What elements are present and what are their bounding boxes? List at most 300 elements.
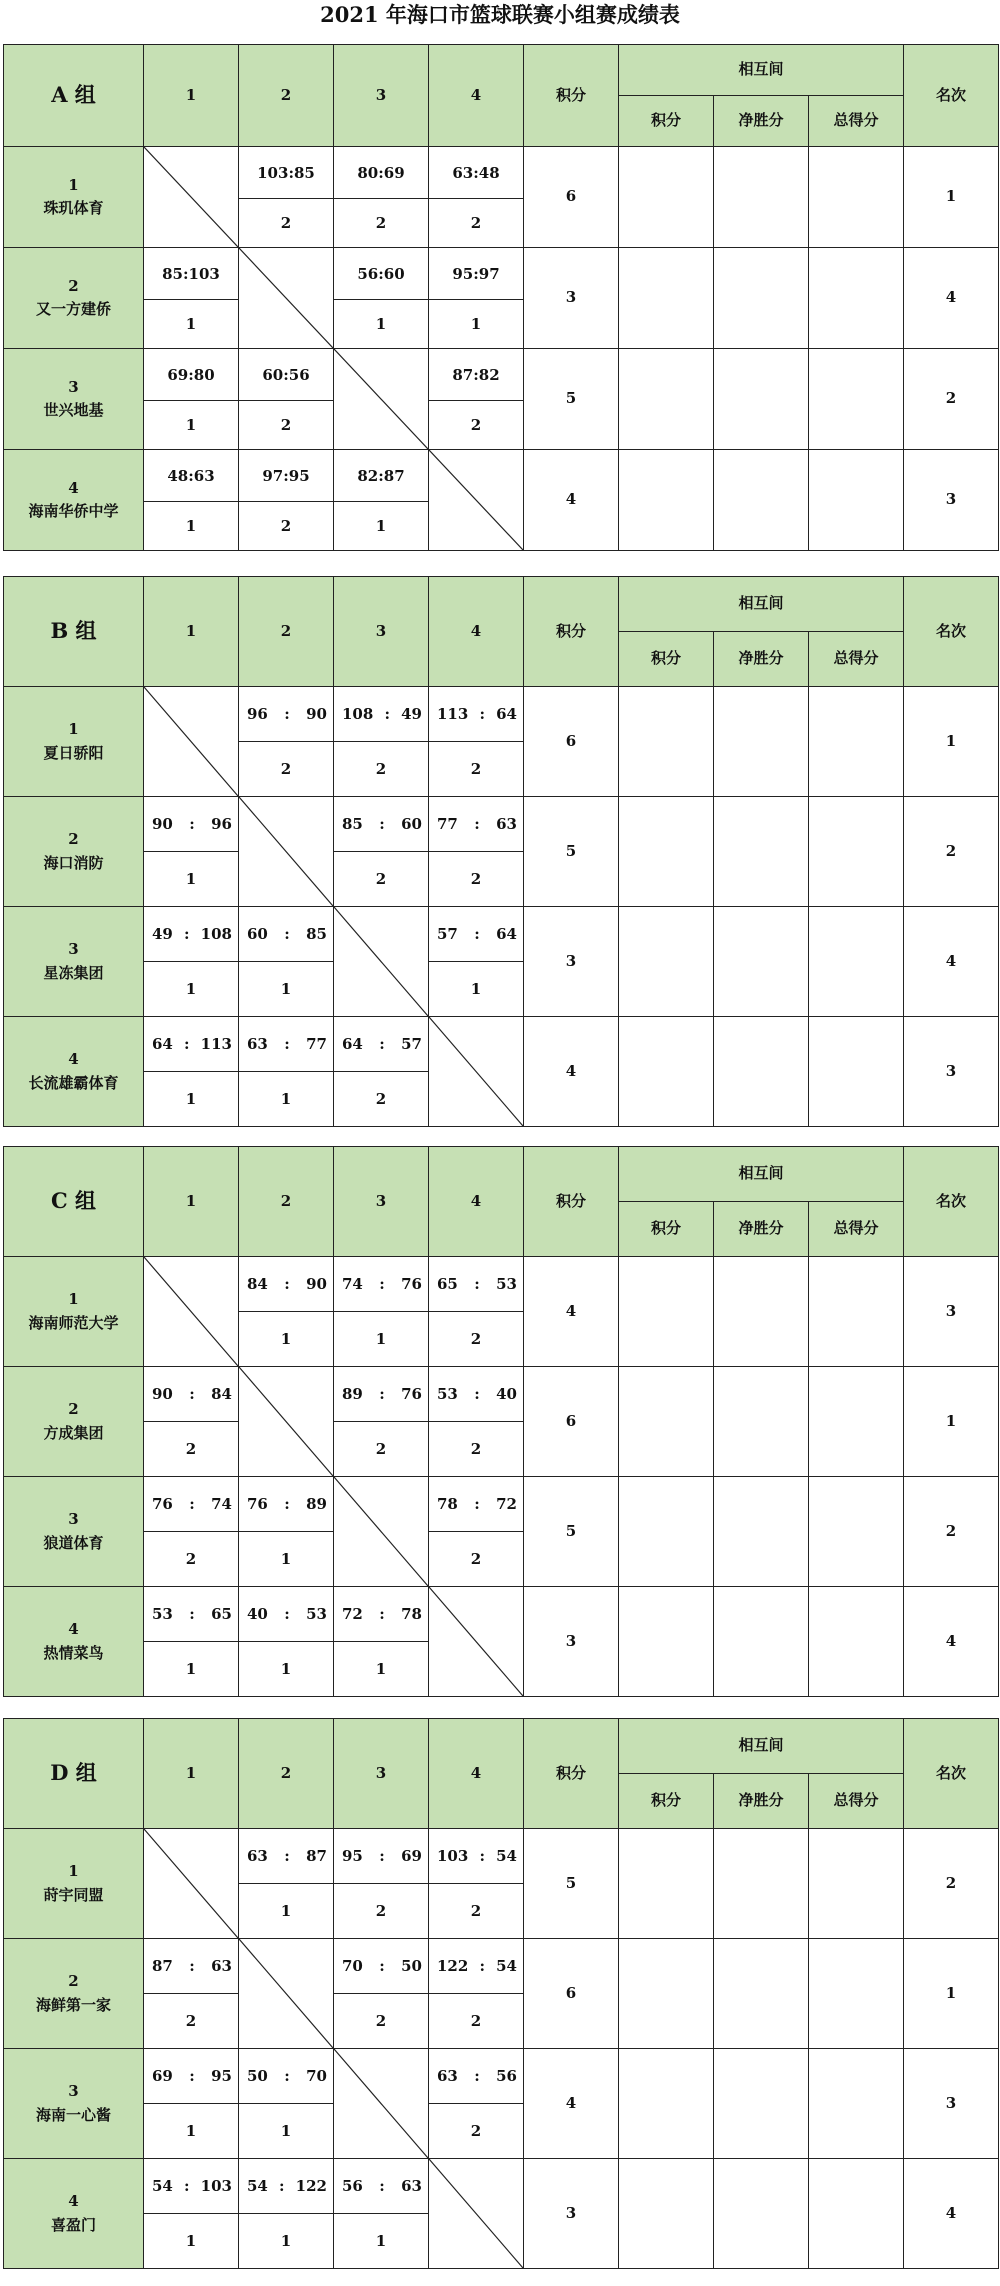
score-away: 89 xyxy=(306,1495,327,1513)
score-separator: : xyxy=(284,1847,290,1865)
score-separator: : xyxy=(283,466,289,485)
head-to-head-cell xyxy=(618,1016,714,1127)
score-away: 85 xyxy=(306,925,327,943)
subheader-text: 积分 xyxy=(650,111,681,130)
match-score xyxy=(143,1938,239,1994)
match-score xyxy=(143,1586,239,1642)
match-points-value: 2 xyxy=(375,870,387,888)
head-to-head-cell xyxy=(808,1366,904,1477)
match-score xyxy=(238,1828,334,1884)
score-separator: : xyxy=(379,1847,385,1865)
score-home: 56 xyxy=(342,2177,363,2195)
head-to-head-cell xyxy=(618,2158,714,2269)
head-to-head-cell xyxy=(713,1476,809,1587)
team-name: 海南华侨中学 xyxy=(28,502,119,520)
column-header-text: 2 xyxy=(280,1191,292,1210)
head-to-head-cell xyxy=(713,146,809,248)
head-to-head-subheader-net xyxy=(713,95,809,147)
match-points xyxy=(428,198,524,248)
head-to-head-subheader-points xyxy=(618,631,714,687)
team-number: 4 xyxy=(68,478,79,497)
score-separator: : xyxy=(479,705,485,723)
match-score xyxy=(238,906,334,962)
match-score xyxy=(428,686,524,742)
team-cell xyxy=(3,348,144,450)
rank-value: 2 xyxy=(945,1873,957,1892)
rank-value: 1 xyxy=(945,731,957,750)
column-header-text: 3 xyxy=(375,85,387,104)
head-to-head-subheader-points xyxy=(618,1201,714,1257)
rank-value: 3 xyxy=(945,1301,957,1320)
match-points-value: 1 xyxy=(280,1660,292,1678)
points-value: 3 xyxy=(565,1631,577,1650)
match-points xyxy=(238,501,334,551)
score-home: 74 xyxy=(342,1275,363,1293)
team-name: 世兴地基 xyxy=(43,401,104,419)
score-away: 103 xyxy=(188,264,220,283)
score-home: 72 xyxy=(342,1605,363,1623)
score-home: 87 xyxy=(452,365,474,384)
score-home: 87 xyxy=(152,1957,173,1975)
match-score xyxy=(143,1476,239,1532)
diagonal-cell xyxy=(238,796,334,907)
match-score xyxy=(333,1938,429,1994)
score-away: 85 xyxy=(293,163,315,182)
points-value: 4 xyxy=(565,490,577,509)
rank-header xyxy=(903,576,999,687)
points-value: 3 xyxy=(565,2203,577,2222)
match-points xyxy=(428,1421,524,1477)
diagonal-cell xyxy=(428,449,524,551)
score-home: 64 xyxy=(342,1035,363,1053)
head-to-head-cell xyxy=(808,2158,904,2269)
match-points xyxy=(333,1641,429,1697)
team-cell xyxy=(3,796,144,907)
points-cell xyxy=(523,449,619,551)
head-to-head-cell xyxy=(808,906,904,1017)
head-to-head-cell xyxy=(808,1476,904,1587)
group-label-text: A 组 xyxy=(51,82,96,108)
match-score xyxy=(333,1586,429,1642)
match-points xyxy=(333,2213,429,2269)
points-header xyxy=(523,576,619,687)
score-home: 96 xyxy=(247,705,268,723)
team-cell xyxy=(3,1476,144,1587)
rank-value: 1 xyxy=(945,1411,957,1430)
points-value: 3 xyxy=(565,288,577,307)
points-value: 3 xyxy=(565,951,577,970)
match-points-value: 2 xyxy=(375,214,387,232)
rank-header-text: 名次 xyxy=(935,1763,966,1782)
match-score xyxy=(428,796,524,852)
column-header-1 xyxy=(143,44,239,147)
score-separator: : xyxy=(189,1385,195,1403)
rank-value: 3 xyxy=(945,490,957,509)
match-points-value: 2 xyxy=(280,416,292,434)
match-points-value: 2 xyxy=(470,870,482,888)
score-separator: : xyxy=(283,365,289,384)
team-number: 1 xyxy=(68,1862,79,1881)
score-home: 103 xyxy=(257,163,289,182)
rank-cell xyxy=(903,1476,999,1587)
score-separator: : xyxy=(189,815,195,833)
score-home: 95 xyxy=(452,264,474,283)
score-away: 113 xyxy=(200,1035,232,1053)
match-score xyxy=(333,1366,429,1422)
score-home: 69 xyxy=(167,365,189,384)
score-separator: : xyxy=(474,925,480,943)
points-value: 5 xyxy=(565,389,577,408)
points-header xyxy=(523,44,619,147)
points-cell xyxy=(523,247,619,349)
rank-header-text: 名次 xyxy=(935,1191,966,1210)
score-away: 53 xyxy=(306,1605,327,1623)
rank-value: 4 xyxy=(945,951,957,970)
match-points xyxy=(238,2213,334,2269)
head-to-head-subheader-points xyxy=(618,1773,714,1829)
column-header-text: 2 xyxy=(280,85,292,104)
subheader-text: 积分 xyxy=(650,1791,681,1810)
head-to-head-header-text: 相互间 xyxy=(738,1736,784,1755)
points-cell xyxy=(523,1938,619,2049)
column-header-text: 4 xyxy=(470,1763,482,1782)
match-points xyxy=(238,1311,334,1367)
match-points-value: 2 xyxy=(470,1550,482,1568)
match-score xyxy=(238,449,334,502)
team-cell xyxy=(3,146,144,248)
score-away: 95 xyxy=(288,466,310,485)
match-points-value: 1 xyxy=(185,1090,197,1108)
team-number: 2 xyxy=(68,1400,79,1419)
score-home: 85 xyxy=(162,264,183,283)
column-header-text: 2 xyxy=(280,621,292,640)
match-points xyxy=(333,741,429,797)
team-cell xyxy=(3,1938,144,2049)
match-score xyxy=(143,2048,239,2104)
score-away: 72 xyxy=(496,1495,517,1513)
match-points-value: 2 xyxy=(470,2122,482,2140)
match-points-value: 1 xyxy=(280,2232,292,2250)
head-to-head-subheader-total xyxy=(808,95,904,147)
head-to-head-header xyxy=(618,44,904,96)
team-number: 2 xyxy=(68,830,79,849)
match-points-value: 1 xyxy=(185,1660,197,1678)
match-points xyxy=(428,2103,524,2159)
match-score xyxy=(333,686,429,742)
score-home: 90 xyxy=(152,815,173,833)
rank-value: 2 xyxy=(945,841,957,860)
match-score xyxy=(238,686,334,742)
head-to-head-header-text: 相互间 xyxy=(738,1164,784,1183)
diagonal-cell xyxy=(333,1476,429,1587)
diagonal-cell xyxy=(333,906,429,1017)
score-separator: : xyxy=(474,2067,480,2085)
score-separator: : xyxy=(284,925,290,943)
head-to-head-cell xyxy=(713,1256,809,1367)
diagonal-line xyxy=(144,687,238,796)
head-to-head-cell xyxy=(618,796,714,907)
score-separator: : xyxy=(474,1385,480,1403)
score-separator: : xyxy=(384,705,390,723)
rank-cell xyxy=(903,1938,999,2049)
score-separator: : xyxy=(378,264,384,283)
head-to-head-cell xyxy=(618,2048,714,2159)
match-points-value: 1 xyxy=(185,416,197,434)
match-points-value: 2 xyxy=(375,1902,387,1920)
group-table-1 xyxy=(3,44,999,550)
team-name: 夏日骄阳 xyxy=(43,743,104,762)
head-to-head-cell xyxy=(713,2048,809,2159)
match-points-value: 2 xyxy=(280,517,292,535)
team-number: 4 xyxy=(68,1050,79,1069)
points-value: 6 xyxy=(565,1411,577,1430)
rank-cell xyxy=(903,1016,999,1127)
match-score xyxy=(333,1828,429,1884)
match-score xyxy=(333,2158,429,2214)
group-table-2 xyxy=(3,576,999,1126)
score-separator: : xyxy=(379,815,385,833)
match-points xyxy=(333,501,429,551)
team-name: 珠玑体育 xyxy=(43,199,104,217)
score-separator: : xyxy=(188,466,194,485)
score-home: 122 xyxy=(437,1957,469,1975)
match-points xyxy=(428,961,524,1017)
match-points xyxy=(428,1311,524,1367)
team-name: 又一方建侨 xyxy=(35,300,111,318)
match-points xyxy=(428,1883,524,1939)
head-to-head-cell xyxy=(618,906,714,1017)
rank-value: 1 xyxy=(945,187,957,206)
match-score xyxy=(428,906,524,962)
match-points xyxy=(143,961,239,1017)
match-points-value: 2 xyxy=(375,1440,387,1458)
diagonal-line xyxy=(429,450,523,550)
score-home: 48 xyxy=(167,466,189,485)
match-score xyxy=(143,247,239,300)
team-number: 4 xyxy=(68,1620,79,1639)
match-points-value: 2 xyxy=(375,1090,387,1108)
match-points xyxy=(333,1071,429,1127)
match-score xyxy=(238,1476,334,1532)
score-separator: : xyxy=(284,1495,290,1513)
score-separator: : xyxy=(473,365,479,384)
score-separator: : xyxy=(474,1495,480,1513)
score-away: 108 xyxy=(200,925,232,943)
rank-header-text: 名次 xyxy=(935,621,966,640)
head-to-head-subheader-total xyxy=(808,631,904,687)
diagonal-cell xyxy=(333,348,429,450)
head-to-head-cell xyxy=(713,796,809,907)
score-separator: : xyxy=(189,1957,195,1975)
score-home: 54 xyxy=(247,2177,268,2195)
rank-value: 2 xyxy=(945,1521,957,1540)
score-away: 77 xyxy=(306,1035,327,1053)
points-value: 5 xyxy=(565,1521,577,1540)
score-separator: : xyxy=(379,2177,385,2195)
match-score xyxy=(428,1828,524,1884)
points-value: 4 xyxy=(565,1061,577,1080)
score-home: 108 xyxy=(342,705,374,723)
rank-header-text: 名次 xyxy=(935,85,966,104)
match-points-value: 2 xyxy=(185,1440,197,1458)
score-home: 78 xyxy=(437,1495,458,1513)
score-away: 49 xyxy=(401,705,422,723)
score-home: 57 xyxy=(437,925,458,943)
score-home: 69 xyxy=(152,2067,173,2085)
match-points xyxy=(428,741,524,797)
diagonal-line xyxy=(144,1257,238,1366)
group-table-3 xyxy=(3,1146,999,1696)
match-points xyxy=(428,851,524,907)
match-score xyxy=(238,1016,334,1072)
match-score xyxy=(428,1366,524,1422)
diagonal-line xyxy=(144,147,238,247)
match-score xyxy=(428,1256,524,1312)
match-points xyxy=(333,1883,429,1939)
match-points xyxy=(143,2213,239,2269)
column-header-4 xyxy=(428,576,524,687)
team-name: 长流雄霸体育 xyxy=(28,1073,119,1092)
subheader-text: 净胜分 xyxy=(738,649,784,668)
group-label xyxy=(3,576,144,687)
match-points-value: 1 xyxy=(470,315,482,333)
match-score xyxy=(428,1476,524,1532)
score-separator: : xyxy=(284,2067,290,2085)
match-points-value: 2 xyxy=(375,2012,387,2030)
rank-value: 4 xyxy=(945,2203,957,2222)
diagonal-line xyxy=(429,2159,523,2268)
team-cell xyxy=(3,906,144,1017)
score-away: 87 xyxy=(383,466,405,485)
team-name: 狼道体育 xyxy=(43,1533,104,1552)
rank-cell xyxy=(903,1586,999,1697)
page-title: 2021 年海口市篮球联赛小组赛成绩表 xyxy=(320,2,680,27)
match-points-value: 1 xyxy=(280,1550,292,1568)
rank-header xyxy=(903,1718,999,1829)
diagonal-cell xyxy=(238,247,334,349)
team-name: 海鲜第一家 xyxy=(35,1995,111,2014)
group-label-text: C 组 xyxy=(50,1188,97,1214)
diagonal-line xyxy=(334,349,428,449)
score-separator: : xyxy=(189,1495,195,1513)
score-separator: : xyxy=(284,705,290,723)
score-away: 80 xyxy=(193,365,215,384)
team-cell xyxy=(3,1016,144,1127)
head-to-head-cell xyxy=(713,449,809,551)
score-separator: : xyxy=(184,2177,190,2195)
match-points xyxy=(238,1071,334,1127)
points-cell xyxy=(523,1828,619,1939)
group-label xyxy=(3,44,144,147)
match-points xyxy=(238,1883,334,1939)
match-points xyxy=(333,1993,429,2049)
diagonal-cell xyxy=(428,1586,524,1697)
diagonal-line xyxy=(429,1587,523,1696)
score-away: 65 xyxy=(211,1605,232,1623)
column-header-text: 1 xyxy=(185,1191,197,1210)
column-header-4 xyxy=(428,44,524,147)
score-away: 63 xyxy=(401,2177,422,2195)
points-value: 6 xyxy=(565,187,577,206)
points-cell xyxy=(523,906,619,1017)
points-cell xyxy=(523,686,619,797)
score-home: 89 xyxy=(342,1385,363,1403)
head-to-head-cell xyxy=(618,1938,714,2049)
match-points-value: 1 xyxy=(375,1330,387,1348)
diagonal-line xyxy=(334,1477,428,1586)
score-away: 57 xyxy=(401,1035,422,1053)
match-score xyxy=(143,1366,239,1422)
subheader-text: 净胜分 xyxy=(738,1219,784,1238)
head-to-head-cell xyxy=(618,1828,714,1939)
team-name: 海南师范大学 xyxy=(28,1313,119,1332)
team-name: 莳宇同盟 xyxy=(43,1885,104,1904)
score-separator: : xyxy=(378,466,384,485)
team-name: 海口消防 xyxy=(43,853,104,872)
match-points-value: 1 xyxy=(375,1660,387,1678)
rank-cell xyxy=(903,686,999,797)
rank-cell xyxy=(903,2158,999,2269)
match-score xyxy=(428,1938,524,1994)
rank-cell xyxy=(903,1256,999,1367)
column-header-3 xyxy=(333,1146,429,1257)
match-points xyxy=(238,400,334,450)
score-away: 96 xyxy=(211,815,232,833)
head-to-head-cell xyxy=(808,348,904,450)
head-to-head-header xyxy=(618,1146,904,1202)
match-points xyxy=(143,851,239,907)
score-home: 60 xyxy=(262,365,284,384)
match-points-value: 2 xyxy=(470,1440,482,1458)
score-separator: : xyxy=(474,1275,480,1293)
score-home: 63 xyxy=(437,2067,458,2085)
score-home: 60 xyxy=(247,925,268,943)
diagonal-line xyxy=(239,1939,333,2048)
column-header-text: 2 xyxy=(280,1763,292,1782)
head-to-head-header-text: 相互间 xyxy=(738,60,784,79)
rank-cell xyxy=(903,906,999,1017)
team-cell xyxy=(3,247,144,349)
team-cell xyxy=(3,1828,144,1939)
column-header-2 xyxy=(238,576,334,687)
team-name: 方成集团 xyxy=(43,1423,104,1442)
diagonal-line xyxy=(239,248,333,348)
head-to-head-subheader-net xyxy=(713,1773,809,1829)
points-cell xyxy=(523,146,619,248)
score-separator: : xyxy=(184,1035,190,1053)
score-away: 48 xyxy=(478,163,500,182)
head-to-head-cell xyxy=(713,1938,809,2049)
group-label-text: B 组 xyxy=(50,618,97,644)
match-points xyxy=(143,299,239,349)
column-header-text: 3 xyxy=(375,1191,387,1210)
score-away: 40 xyxy=(496,1385,517,1403)
column-header-text: 1 xyxy=(185,85,197,104)
points-value: 4 xyxy=(565,1301,577,1320)
diagonal-cell xyxy=(428,2158,524,2269)
head-to-head-cell xyxy=(713,906,809,1017)
column-header-text: 4 xyxy=(470,621,482,640)
diagonal-cell xyxy=(238,1938,334,2049)
points-value: 4 xyxy=(565,2093,577,2112)
score-away: 50 xyxy=(401,1957,422,1975)
score-separator: : xyxy=(284,1275,290,1293)
match-points xyxy=(333,299,429,349)
diagonal-cell xyxy=(143,1828,239,1939)
score-away: 69 xyxy=(401,1847,422,1865)
team-number: 3 xyxy=(68,1510,79,1529)
match-score xyxy=(333,449,429,502)
